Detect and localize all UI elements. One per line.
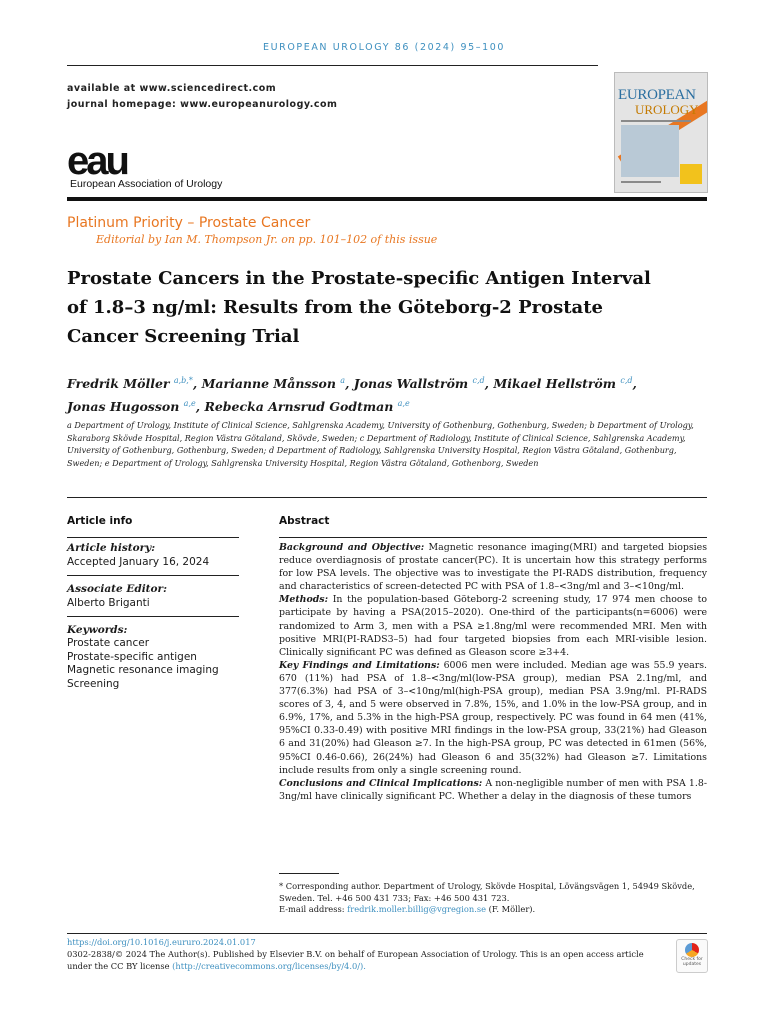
history-rule (67, 575, 239, 576)
corresponding-author-footnote (279, 881, 709, 916)
journal-reference: EUROPEAN UROLOGY 86 (2024) 95–100 (262, 42, 506, 53)
email-suffix: (F. Möller). (488, 904, 536, 914)
findings-text: 6006 men were included. Median age was 55.9 years. 670 (11%) had PSA of 1.8–<3ng/ml(low-PSA group), median PSA 2.1ng/ml, and 377(6.3%) had PSA of 3–<10ng/ml(high-PSA group), median PSA 3.9ng/ml. PI-RADS scores of 3, 4, and 5 were observed in 7.8%, 15%, and 1.0% in the low-PSA group, and in 6.9%, 17%, and 5.3% in the high-PSA group, respectively. PC was found in 64 men (41%, 95%CI 0.33-0.49) with positive MRI findings in the low-PSA group, 33(21%) had Gleason 6 and 31(20%) had Gleason ≥7. In the high-PSA group, PC was detected in 61men (56%, 95%CI 0.46-0.66), 26(24%) had Gleason 6 and 35(32%) had Gleason ≥7. Limitations include results from only a single screening round. (279, 659, 707, 776)
cover-title-2: UROLOGY (635, 102, 699, 117)
author[interactable]: Rebecka Arnsrud Godtman $^{a,e}$ (204, 399, 410, 415)
eau-logo-text: European Association of Urology (70, 178, 223, 190)
eau-logo-mark: eau (67, 143, 127, 179)
keywords-label: Keywords: (67, 624, 128, 636)
journal-homepage-link[interactable]: journal homepage: www.europeanurology.com (67, 99, 338, 110)
section-divider (67, 497, 707, 498)
doi-link[interactable]: https://doi.org/10.1016/j.eururo.2024.01.017 (67, 937, 256, 947)
history-value: Accepted January 16, 2024 (67, 556, 210, 568)
email-label: E-mail address: (279, 904, 345, 914)
methods-label: Methods: (279, 594, 329, 606)
conclusions-text: A non-negligible number of men with PSA 1.8-3ng/ml have clinically significant PC. Whether a delay in the diagnosis of these tumors (279, 777, 707, 802)
author[interactable]: Jonas Wallström $^{c,d}$, (353, 376, 494, 392)
abstract-heading: Abstract (279, 515, 330, 527)
footnote-rule (279, 873, 339, 874)
cover-image (621, 125, 679, 177)
check-updates-label: Check for updates (681, 957, 703, 967)
article-info-heading: Article info (67, 515, 133, 527)
sciencedirect-link[interactable]: available at www.sciencedirect.com (67, 83, 277, 94)
footer-rule (67, 933, 707, 934)
author-list (67, 371, 687, 417)
keyword-item: Screening (67, 678, 120, 690)
copyright-notice: 0302-2838/© 2024 The Author(s). Published by Elsevier B.V. on behalf of European Association of Urology. This is an open access article under the CC BY license (http://creativecommons.org/licenses/by/4.0/). (67, 949, 644, 971)
abstract-body (279, 541, 707, 803)
editor-label: Associate Editor: (67, 583, 167, 595)
eau-logo (67, 143, 145, 179)
corresponding-text: * Corresponding author. Department of Urology, Skövde Hospital, Lövängsvägen 1, 54949 Skövde, Sweden. Tel. +46 500 431 733; Fax: +46 500 431 723. (279, 881, 695, 903)
author[interactable]: Marianne Månsson $^a$, (201, 376, 354, 392)
methods-text: In the population-based Göteborg-2 screening study, 17 974 men choose to participate by having a PSA(2015–2020). One-third of the participants(n=6006) were randomized to Arm 3, men with a PSA ≥1.8ng/ml were recommended MRI. Men with positive MRI(PI-RADS3–5) had four targeted biopsies from each MRI-visible lesion. Clinically significant PC was defined as Gleason score ≥3+4. (279, 594, 708, 658)
check-for-updates-button[interactable] (676, 939, 708, 973)
findings-label: Key Findings and Limitations: (279, 659, 440, 671)
keyword-item: Magnetic resonance imaging (67, 664, 219, 676)
editor-value: Alberto Briganti (67, 597, 150, 609)
keyword-item: Prostate cancer (67, 637, 150, 649)
keyword-item: Prostate-specific antigen (67, 651, 197, 663)
header-divider (67, 65, 598, 66)
author[interactable]: Mikael Hellström $^{c,d}$, (493, 376, 637, 392)
journal-cover-thumbnail[interactable] (614, 72, 708, 193)
abstract-rule (279, 537, 707, 538)
article-info-rule (67, 537, 239, 538)
affiliations: a Department of Urology, Institute of Clinical Science, Sahlgrenska Academy, University of Gothenburg, Gothenburg, Sweden; b Department of Urology, Skaraborg Skövde Hospital, Region Västra Götaland, Skövde, Sweden; c Department of Radiology, Institute of Clinical Science, Sahlgrenska Academy, University of Gothenburg, Gothenburg, Sweden; d Department of Radiology, Sahlgrenska University Hospital, Region Västra Götaland, Gothenburg, Sweden; e Department of Urology, Sahlgrenska University Hospital, Region Västra Götaland, Gothenborg, Sweden (67, 420, 694, 468)
check-updates-icon (685, 943, 699, 957)
editorial-note[interactable]: Editorial by Ian M. Thompson Jr. on pp. 101–102 of this issue (96, 233, 438, 246)
author[interactable]: Jonas Hugosson $^{a,e}$, (67, 399, 205, 415)
license-link[interactable]: (http://creativecommons.org/licenses/by/4.0/). (172, 961, 366, 971)
history-label: Article history: (67, 542, 156, 554)
priority-label: Platinum Priority – Prostate Cancer (67, 215, 311, 231)
cover-title-1: EUROPEAN (618, 87, 696, 103)
conclusions-label: Conclusions and Clinical Implications: (279, 777, 483, 789)
background-text: Magnetic resonance imaging(MRI) and targeted biopsies reduce overdiagnosis of prostate cancer(PC). It is uncertain how this strategy performs for low PSA levels. The objective was to investigate the PI-RADS distribution, frequency and characteristics of screen-detected PC with PSA of 1.8–<3ng/ml and 3–<10ng/ml. (279, 542, 708, 593)
background-label: Background and Objective: (279, 542, 425, 553)
article-title: Prostate Cancers in the Prostate-specific Antigen Interval of 1.8–3 ng/ml: Results from the Göteborg-2 Prostate Cancer Screening Trial (67, 268, 651, 347)
header-thick-rule (67, 197, 707, 201)
editor-rule (67, 616, 239, 617)
cover-impact-badge (680, 164, 702, 184)
author[interactable]: Fredrik Möller $^{a,b,*}$, (67, 376, 202, 392)
email-link[interactable]: fredrik.moller.billig@vgregion.se (347, 904, 487, 914)
